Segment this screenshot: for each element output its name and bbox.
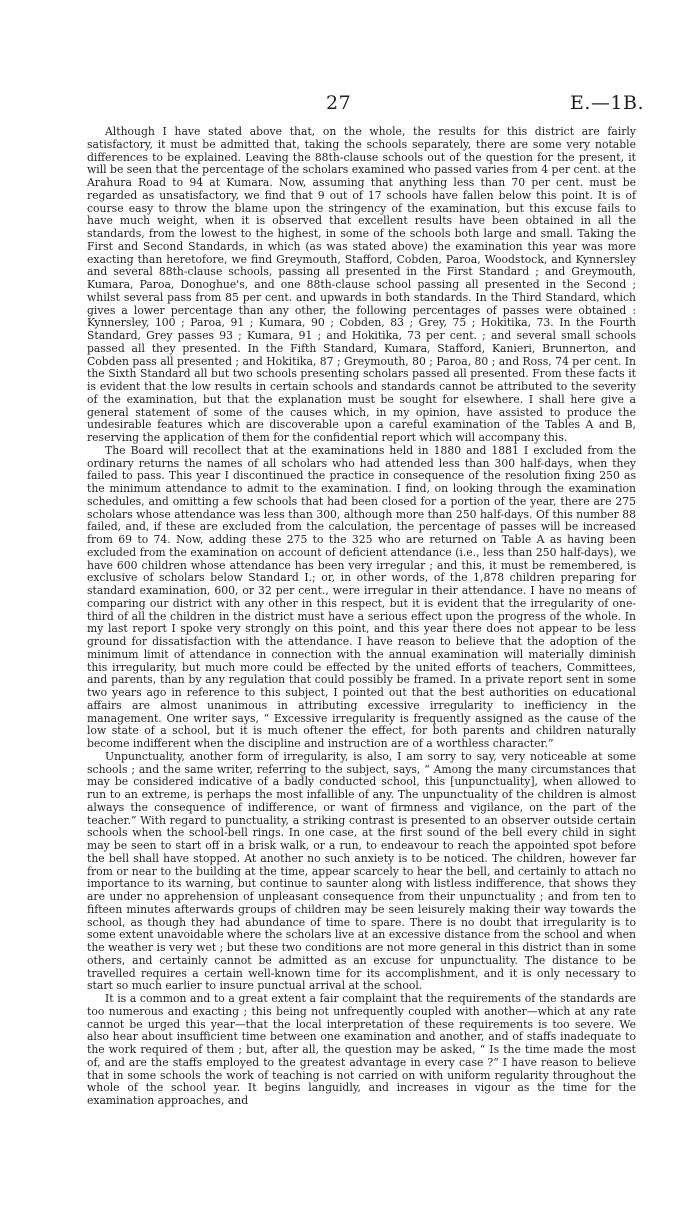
body-text bbox=[87, 126, 636, 1108]
paragraph-standards: It is a common and to a great extent a fair complaint that the requirements of the standards are too numerous and exacting ; this being not unfrequently coupled with another—which at any rate cannot be urged this year—that the local interpretation of these requirements is too severe. We also hear about insufficient time between one examination and another, and of staffs inadequate to the work required of them ; but, after all, the question may be asked, “ Is the time made the most of, and are the staffs employed to the greatest advantage in every case ?” I have reason to believe that in some schools the work of teaching is not carried on with uniform regularity throughout the whole of the school year. It begins languidly, and increases in vigour as the time for the examination approaches, and bbox=[87, 992, 636, 1107]
page-number: 27 bbox=[326, 92, 352, 114]
paragraph-results: Although I have stated above that, on the whole, the results for this district are fairly satisfactory, it must be admitted that, taking the schools separately, there are some very notable differences to be explained. Leaving the 88th-clause schools out of the question for the present, it will be seen that the percentage of the scholars examined who passed varies from 4 per cent. at the Arahura Road to 94 at Kumara. Now, assuming that anything less than 70 per cent. must be regarded as unsatisfactory, we find that 9 out of 17 schools have fallen below this point. It is of course easy to throw the blame upon the stringency of the examination, but this excuse fails to have much weight, when it is observed that excellent results have been obtained in all the standards, from the lowest to the highest, in some of the schools both large and small. Taking the First and Second Standards, in which (as was stated above) the examination this year was more exacting than heretofore, we find Greymouth, Stafford, Cobden, Paroa, Woodstock, and Kynnersley and several 88th-clause schools, passing all presented in the First Standard ; and Greymouth, Kumara, Paroa, Donoghue's, and one 88th-clause school passing all presented in the Second ; whilst several pass from 85 per cent. and upwards in both standards. In the Third Standard, which gives a lower percentage than any other, the following percentages of passes were obtained : Kynnersley, 100 ; Paroa, 91 ; Kumara, 90 ; Cobden, 83 ; Grey, 75 ; Hokitika, 73. In the Fourth Standard, Grey passes 93 ; Kumara, 91 ; and Hokitika, 73 per cent. ; and several small schools passed all they presented. In the Fifth Standard, Kumara, Stafford, Kanieri, Brunnerton, and Cobden pass all presented ; and Hokitika, 87 ; Greymouth, 80 ; Paroa, 80 ; and Ross, 74 per cent. In the Sixth Standard all but two schools presenting scholars passed all presented. From these facts it is evident that the low results in certain schools and standards cannot be attributed to the severity of the examination, but that the explanation must be sought for elsewhere. I shall here give a general statement of some of the causes which, in my opinion, have assisted to produce the undesirable features which are discoverable upon a careful examination of the Tables A and B, reserving the application of them for the confidential report which will accompany this. bbox=[87, 125, 636, 444]
paragraph-unpunctuality: Unpunctuality, another form of irregularity, is also, I am sorry to say, very noticeable at some schools ; and the same writer, referring to the subject, says, “ Among the many circumstances that may be considered indicative of a badly conducted school, this [unpunctuality], when allowed to run to an extreme, is perhaps the most infallible of any. The unpunctuality of the children is almost always the consequence of indifference, or want of firmness and vigilance, on the part of the teacher.” With regard to punctuality, a striking contrast is presented to an observer outside certain schools when the school-bell rings. In one case, at the first sound of the bell every child in sight may be seen to start off in a brisk walk, or a run, to endeavour to reach the appointed spot before the bell shall have stopped. At another no such anxiety is to be noticed. The children, however far from or near to the building at the time, appear scarcely to hear the bell, and certainly to attach no importance to its warning, but continue to saunter along with listless indifference, that shows they are under no apprehension of unpleasant consequence from their unpunctuality ; and from ten to fifteen minutes afterwards groups of children may be seen leisurely making their way towards the school, as though they had abundance of time to spare. There is no doubt that irregularity is to some extent unavoidable where the scholars live at an excessive distance from the school and when the weather is very wet ; but these two conditions are not more general in this district than in some others, and certainly cannot be admitted as an excuse for unpunctuality. The distance to be travelled requires a certain well-known time for its accomplishment, and it is only necessary to start so much earlier to insure punctual arrival at the school. bbox=[87, 749, 636, 993]
paragraph-attendance: The Board will recollect that at the examinations held in 1880 and 1881 I excluded from the ordinary returns the names of all scholars who had attended less than 300 half-days, when they failed to pass. This year I discontinued the practice in consequence of the resolution fixing 250 as the minimum attendance to admit to the examination. I find, on looking through the examination schedules, and omitting a few schools that had been closed for a portion of the year, there are 275 scholars whose attendance was less than 300, although more than 250 half-days. Of this number 88 failed, and, if these are excluded from the calculation, the percentage of passes will be increased from 69 to 74. Now, adding these 275 to the 325 who are returned on Table A as having been excluded from the examination on account of deficient attendance (i.e., less than 250 half-days), we have 600 children whose attendance has been very irregular ; and this, it must be remembered, is exclusive of scholars below Standard I.; or, in other words, of the 1,878 children preparing for standard examination, 600, or 32 per cent., were irregular in their attendance. I have no means of comparing our district with any other in this respect, but it is evident that the irregularity of one-third of all the children in the district must have a serious effect upon the progress of the whole. In my last report I spoke very strongly on this point, and this year there does not appear to be less ground for dissatisfaction with the attendance. I have reason to believe that the adoption of the minimum limit of attendance in connection with the annual examination will materially diminish this irregularity, but much more could be effected by the united efforts of teachers, Committees, and parents, than by any regulation that could possibly be framed. In a private report sent in some two years ago in reference to this subject, I pointed out that the best authorities on educational affairs are almost unanimous in attributing excessive irregularity to inefficiency in the management. One writer says, “ Excessive irregularity is frequently assigned as the cause of the low state of a school, but it is much oftener the effect, for both parents and children naturally become indifferent when the discipline and instruction are of a worthless character.” bbox=[87, 443, 636, 750]
document-reference: E.—1B. bbox=[570, 92, 644, 114]
